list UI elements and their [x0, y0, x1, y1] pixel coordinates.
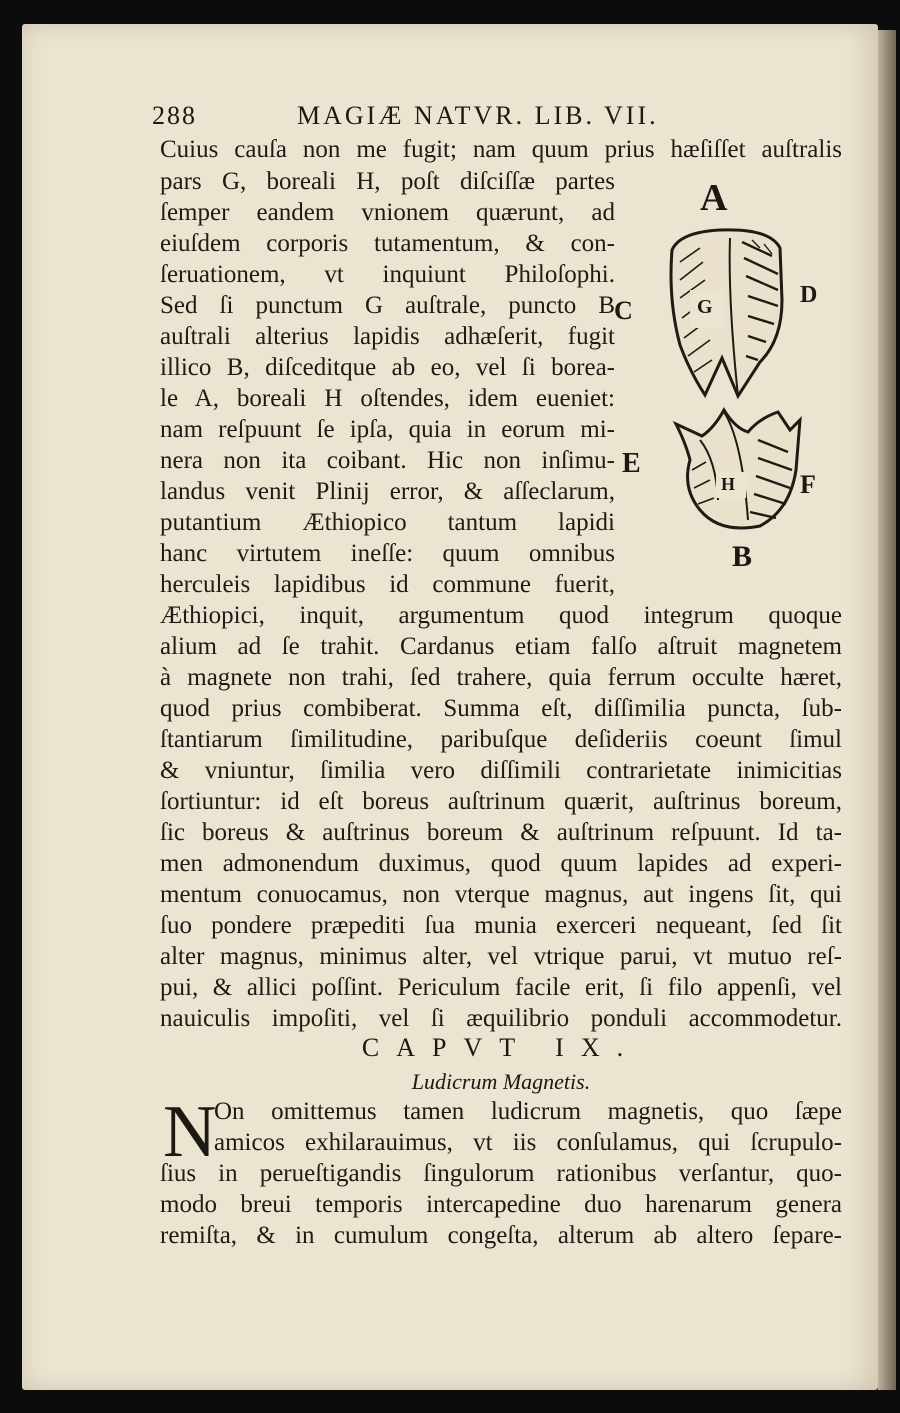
text-line: modo breui temporis intercapedine duo harenarum genera [160, 1191, 842, 1218]
text-line: & vniuntur, ſimilia vero diſſimili contrarietate inimicitias [160, 757, 842, 784]
text-line: à magnete non trahi, ſed trahere, quia ferrum occulte hæret, [160, 664, 842, 691]
text-line: pui, & allici poſſint. Periculum facile erit, ſi filo appenſi, vel [160, 974, 842, 1001]
text-line: Æthiopici, inquit, argumentum quod integrum quoque [160, 602, 842, 629]
text-line: putantium Æthiopico tantum lapidi [160, 509, 615, 536]
text-line: le A, boreali H oſtendes, idem eueniet: [160, 385, 615, 412]
figure-label-c: C [614, 296, 633, 325]
text-line: ſemper eandem vnionem quærunt, ad [160, 199, 615, 226]
text-line: landus venit Plinij error, & aſſeclarum, [160, 478, 615, 505]
chapter-subtitle: Ludicrum Magnetis. [411, 1069, 591, 1094]
text-line: Cuius cauſa non me fugit; nam quum prius hæſiſſet auſtralis [160, 136, 842, 163]
lower-lodestone [676, 410, 800, 528]
drop-cap: N [163, 1091, 217, 1173]
chapter-heading: CAPVT IX. [361, 1033, 641, 1062]
text-line: ſtantiarum ſimilitudine, paribuſque deſideriis coeunt ſimul [160, 726, 842, 753]
upper-lodestone [671, 230, 782, 396]
text-line: eiuſdem corporis tutamentum, & con- [160, 230, 615, 257]
figure-label-g: G [697, 296, 713, 318]
text-line: hanc virtutem ineſſe: quum omnibus [160, 540, 615, 567]
text-line: mentum conuocamus, non vterque magnus, aut ingens ſit, qui [160, 881, 842, 908]
text-line: herculeis lapidibus id commune fuerit, [160, 571, 615, 598]
figure-label-h: H [721, 474, 736, 494]
figure-label-e: E [622, 448, 641, 479]
text-line: remiſta, & in cumulum congeſta, alterum ab altero ſepare- [160, 1222, 842, 1249]
text-line: amicos exhilarauimus, vt iis conſulamus, qui ſcrupulo- [214, 1129, 842, 1156]
text-line: ſic boreus & auſtrinus boreum & auſtrinum reſpuunt. Id ta- [160, 819, 842, 846]
figure-label-b: B [732, 540, 753, 573]
text-line: Sed ſi punctum G auſtrale, puncto B [160, 292, 615, 319]
text-line: nam reſpuunt ſe ipſa, quia in eorum mi- [160, 416, 615, 443]
text-line: alium ad ſe trahit. Cardanus etiam falſo aſtruit magnetem [160, 633, 842, 660]
text-line: ſortiuntur: id eſt boreus auſtrinum quærit, auſtrinus boreum, [160, 788, 842, 815]
text-line: quod prius combiberat. Summa eſt, diſſimilia puncta, ſub- [160, 695, 842, 722]
text-line: ſuo pondere præpediti ſua munia exerceri nequeant, ſed ſit [160, 912, 842, 939]
text-line: auſtrali alterius lapidis adhæſerit, fugit [160, 323, 615, 350]
figure-label-d: D [800, 282, 818, 308]
figure-label-f: F [800, 470, 816, 499]
running-head: MAGIÆ NATVR. LIB. VII. [297, 101, 659, 130]
text-line: alter magnus, minimus alter, vel vtrique parui, vt mutuo reſ- [160, 943, 842, 970]
text-line: nera non ita coibant. Hic non inſimu- [160, 447, 615, 474]
text-line: pars G, boreali H, poſt diſciſſæ partes [160, 168, 615, 195]
text-line: illico B, diſceditque ab eo, vel ſi borea- [160, 354, 615, 381]
figure-label-a: A [700, 177, 728, 219]
text-line: ſeruationem, vt inquiunt Philoſophi. [160, 261, 615, 288]
text-line: nauiculis impoſiti, vel ſi æquilibrio ponduli accommodetur. [160, 1005, 842, 1032]
text-line: ſius in perueſtigandis ſingulorum rationibus verſantur, quo- [160, 1160, 842, 1187]
text-line: men admonendum duximus, quod quum lapides ad experi- [160, 850, 842, 877]
text-line: On omittemus tamen ludicrum magnetis, quo ſæpe [214, 1098, 842, 1125]
page-number: 288 [152, 101, 197, 130]
